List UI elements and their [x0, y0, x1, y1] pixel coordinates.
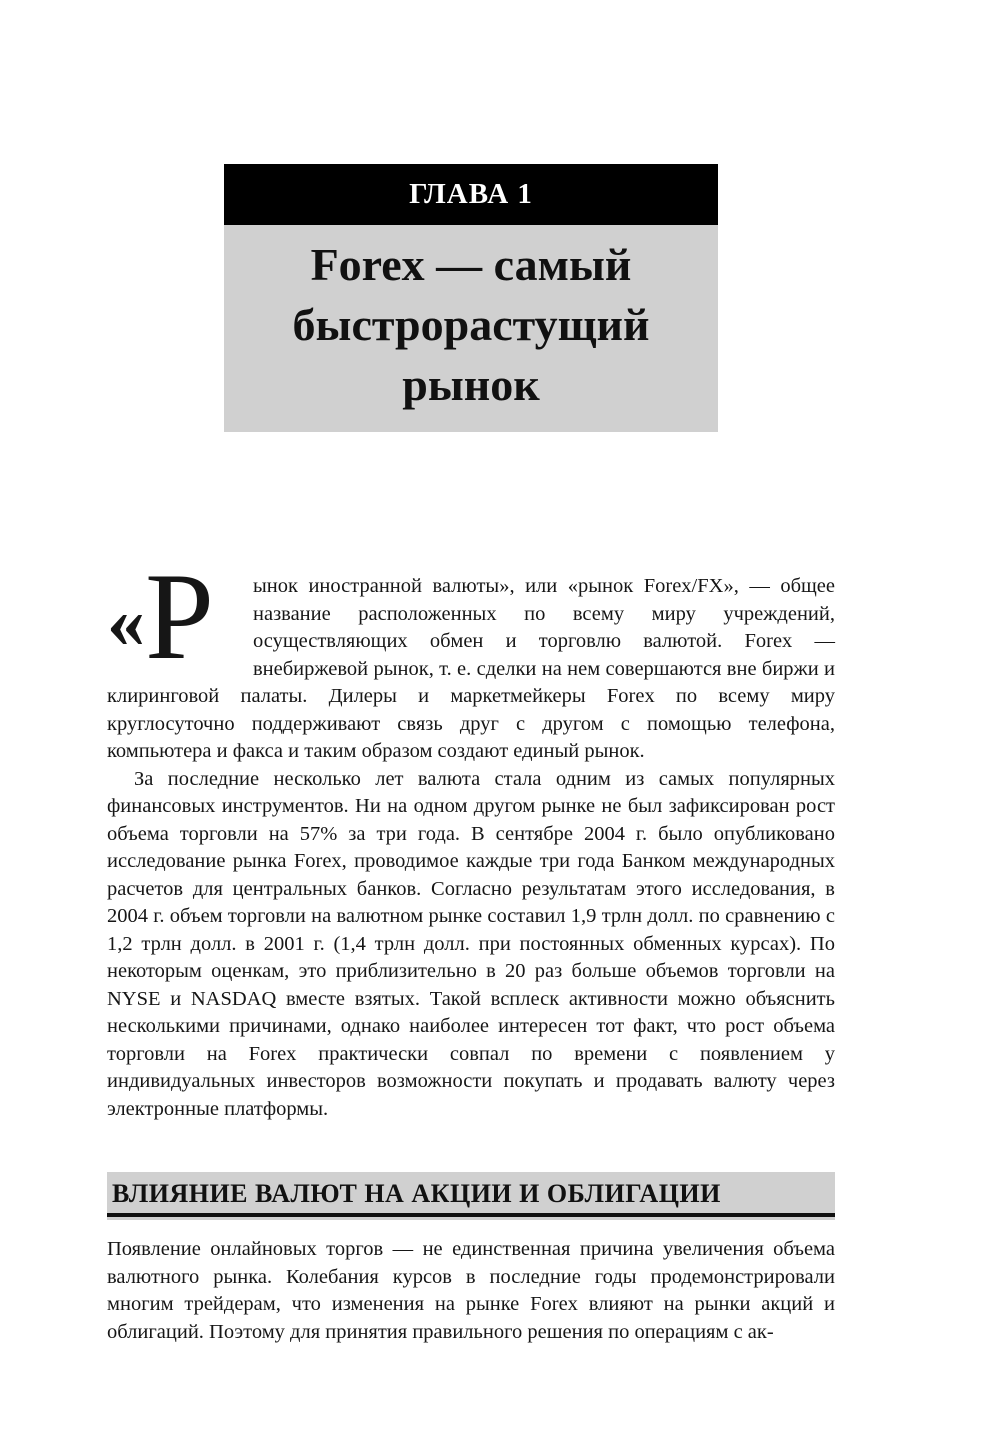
section-heading	[107, 1172, 835, 1217]
chapter-header	[224, 164, 718, 432]
chapter-label: ГЛАВА 1	[409, 178, 533, 210]
text-column	[107, 0, 835, 1346]
chapter-number-band	[224, 164, 718, 225]
section-heading-text: ВЛИЯНИЕ ВАЛЮТ НА АКЦИИ И ОБЛИГАЦИИ	[112, 1179, 721, 1208]
chapter-title: Forex — самый быстрорастущий рынок	[292, 239, 650, 410]
paragraph-volume-growth: За последние несколько лет валюта стала одним из самых популярных финансовых инструментов. Ни на одном другом рынке не был зафиксирован рост объема торговли на 57% за три года. В сентябре 2004 г. было опубликовано исследование рынка Forex, проводимое каждые три года Банком международных расчетов для центральных банков. Согласно результатам этого исследования, в 2004 г. объем торговли на валютном рынке составил 1,9 трлн долл. по сравнению с 1,2 трлн долл. в 2001 г. (1,4 трлн долл. при постоянных обменных курсах). По некоторым оценкам, это приблизительно в 20 раз больше объемов торговли на NYSE и NASDAQ вместе взятых. Такой всплеск активности можно объяснить несколькими причинами, однако наиболее интересен тот факт, что рост объема торговли на Forex практически совпал по времени с появлением у индивидуальных инвесторов возможности покупать и продавать валюту через электронные платформы.	[107, 767, 835, 1120]
dropcap-letter: Р	[145, 548, 214, 685]
paragraph-section-intro: Появление онлайновых торгов — не единственная причина увеличения объема валютного рынка. Колебания курсов в последние годы продемонстрировали многим трейдерам, что изменения на рынке Forex влияют на рынки акций и облигаций. Поэтому для принятия правильного решения по операциям с ак-	[107, 1238, 835, 1343]
dropcap: « Р	[107, 548, 214, 685]
chapter-title-box	[224, 225, 718, 432]
paragraph-intro	[107, 548, 835, 766]
paragraph-intro-text: ынок иностранной валюты», или «рынок Forex/FX», — общее название расположенных по всему миру учреждений, осуществляющих обмен и торговлю валютой. Forex — внебиржевой рынок, т. е. сделки на нем совершаются вне биржи и клиринговой палаты. Дилеры и маркетмейкеры Forex по всему миру круглосуточно поддерживают связь друг с другом с помощью телефона, компьютера и факса и таким образом создают единый рынок.	[107, 575, 835, 762]
page-body	[107, 548, 835, 1346]
